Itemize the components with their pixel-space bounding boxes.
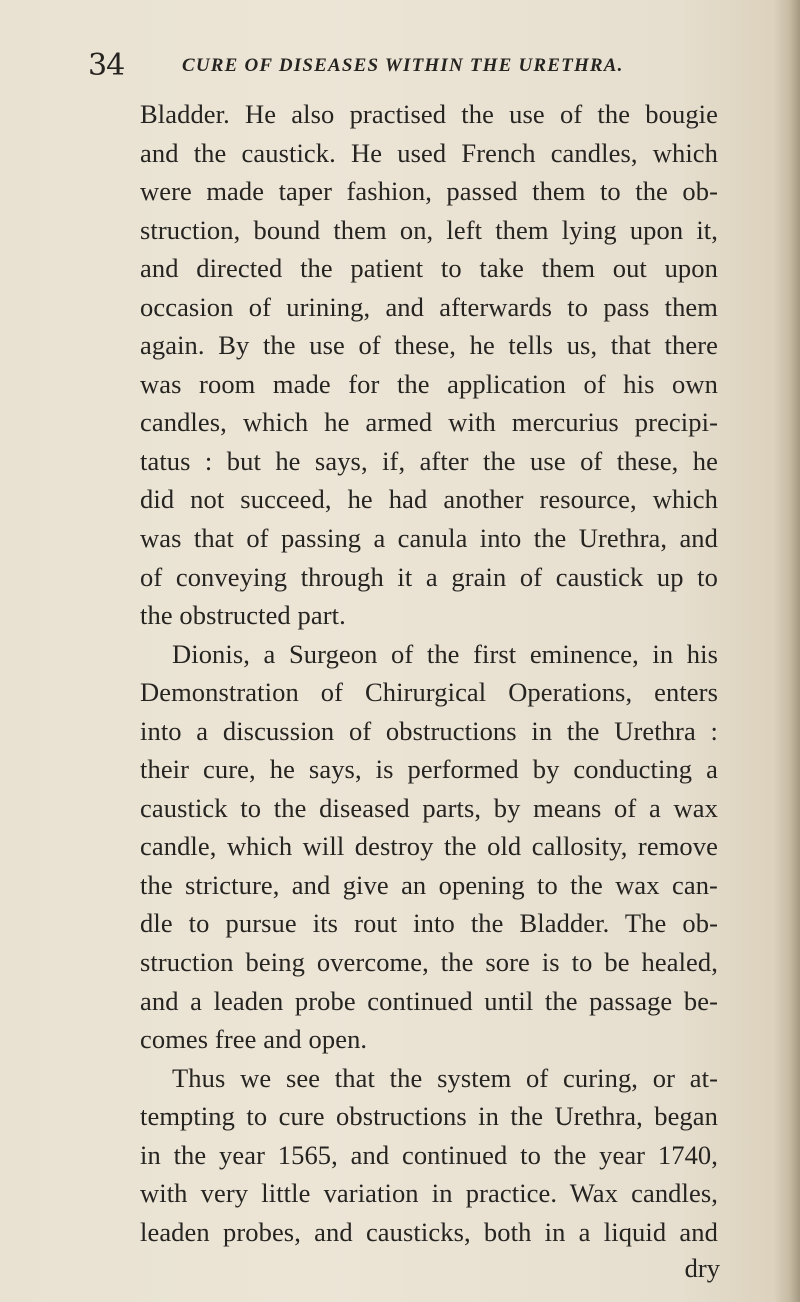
page-number: 34: [88, 48, 125, 83]
text-line: dle to pursue its rout into the Bladder. The ob-: [140, 908, 718, 939]
text-line: tatus : but he says, if, after the use of these, he: [140, 445, 718, 476]
text-line: were made taper fashion, passed them to the ob-: [140, 176, 718, 207]
text-line: leaden probes, and causticks, both in a liquid and: [140, 1216, 718, 1247]
text-line: Demonstration of Chirurgical Operations, enters: [140, 677, 718, 708]
text-line: occasion of urining, and afterwards to pass them: [140, 291, 718, 322]
text-line: struction, bound them on, left them lying upon it,: [140, 214, 718, 245]
running-head-title: CURE OF DISEASES WITHIN THE URETHRA.: [182, 55, 624, 76]
text-line: candles, which he armed with mercurius precipi-: [140, 407, 718, 438]
text-line: caustick to the diseased parts, by means of a wax: [140, 792, 718, 823]
text-line: and directed the patient to take them out upon: [140, 253, 718, 284]
text-line: Thus we see that the system of curing, or at-: [172, 1062, 718, 1093]
page-edge-shadow: [774, 0, 800, 1302]
text-line: their cure, he says, is performed by conducting a: [140, 754, 718, 785]
text-line: comes free and open.: [140, 1024, 368, 1055]
text-line: into a discussion of obstructions in the Urethra :: [140, 715, 718, 746]
text-line: of conveying through it a grain of caustick up to: [140, 561, 718, 592]
catchword: dry: [684, 1253, 720, 1283]
text-line: with very little variation in practice. Wax candles,: [140, 1178, 718, 1209]
text-line: Dionis, a Surgeon of the first eminence, in his: [172, 638, 718, 669]
text-line: the stricture, and give an opening to the wax can-: [140, 869, 718, 900]
text-line: and the caustick. He used French candles, which: [140, 137, 718, 168]
text-line: struction being overcome, the sore is to be healed,: [140, 947, 718, 978]
text-line: the obstructed part.: [140, 600, 346, 631]
text-line: was that of passing a canula into the Urethra, and: [140, 523, 718, 554]
text-line: tempting to cure obstructions in the Urethra, began: [140, 1101, 718, 1132]
body-text: [140, 95, 718, 1251]
text-line: and a leaden probe continued until the passage be-: [140, 985, 718, 1016]
text-line: Bladder. He also practised the use of the bougie: [140, 99, 718, 129]
text-line: candle, which will destroy the old callosity, remove: [140, 831, 718, 862]
text-line: was room made for the application of his own: [140, 368, 718, 399]
running-head: [88, 48, 748, 88]
text-line: in the year 1565, and continued to the year 1740,: [140, 1139, 718, 1170]
text-line: again. By the use of these, he tells us, that there: [140, 330, 718, 361]
text-line: did not succeed, he had another resource, which: [140, 484, 718, 515]
